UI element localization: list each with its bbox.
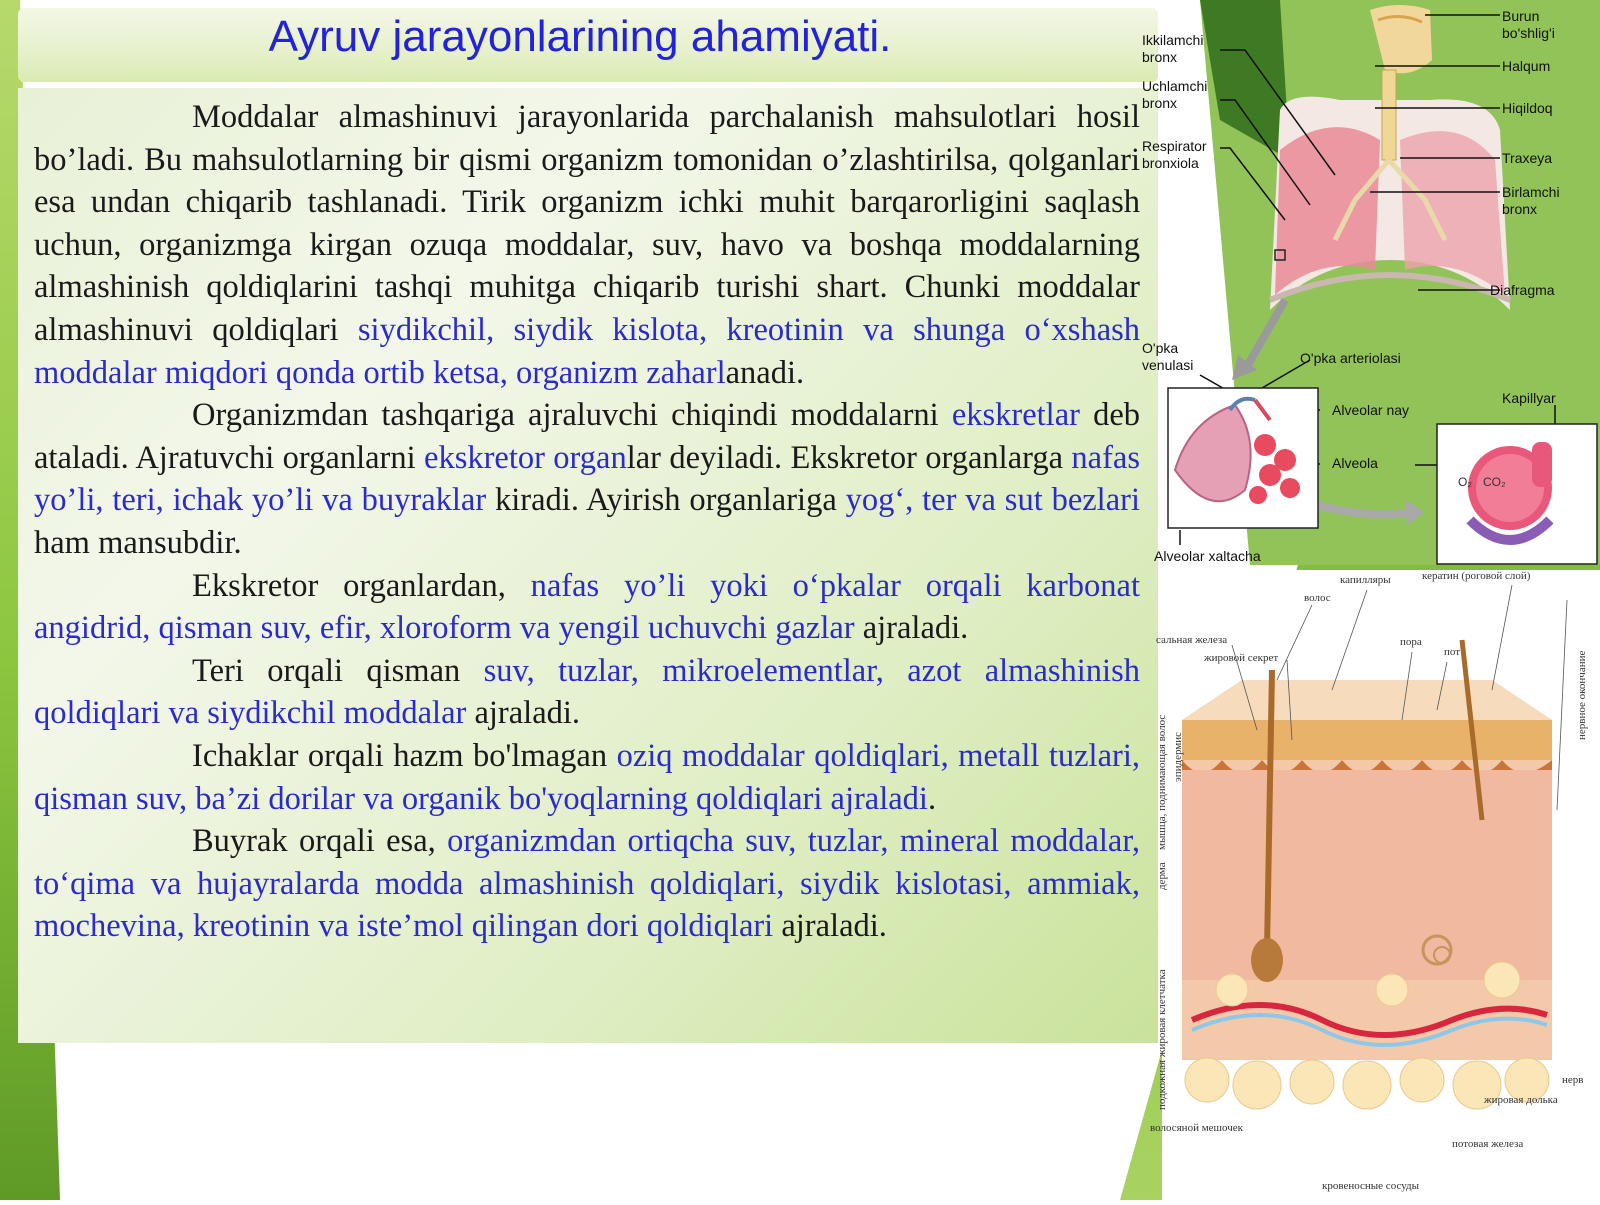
label-epidermis: эпидермис <box>1172 731 1184 782</box>
paragraph-text: ajraladi. <box>466 695 581 732</box>
paragraph-text: Moddalar almashinuvi jarayonlarida parchalanish mahsulotlari hosil bo’ladi. Bu mahsulotlarning bir qismi organizm tomonidan o’zlashtirilsa, qolganlari esa undan chiqarib tashlanadi. Tirik organizm ichki muhit barqarorligini saqlash uchun, organizmga kirgan ozuqa moddalar, suv, havo va boshqa moddalarning almashinish qoldiqlarini tashqi muhitga chiqarib turishi shart. Chunki moddalar almashinuvi qoldiqlari <box>34 99 1140 348</box>
label-uchlamchi-bronx: Uchlamchi bronx <box>1142 78 1208 111</box>
label-keratin: кератин (роговой слой) <box>1422 570 1531 582</box>
paragraph <box>34 650 1140 735</box>
paragraph-text: deb ataladi. Ajratuvchi organlarni <box>34 397 1140 476</box>
highlighted-text: oziq moddalar qoldiqlari, metall tuzlari, qisman suv, ba’zi dorilar va organik bo'yoqlarning qoldiqlari ajraladi <box>34 737 1140 817</box>
paragraph-text: ajraladi. <box>773 908 887 945</box>
label-alveolar-nay: Alveolar nay <box>1332 402 1410 418</box>
highlighted-text: suv, tuzlar, mikroelementlar, azot almashinish qoldiqlari va siydikchil moddalar <box>34 652 1140 732</box>
label-salnaya-zheleza: сальная железа <box>1156 634 1228 646</box>
label-pot: пот <box>1444 646 1461 658</box>
paragraph-text: ajraladi. <box>854 610 969 647</box>
label-myshtsa: мышца, поднимающая волос <box>1156 714 1168 850</box>
highlighted-text: yog‘, ter va sut bezlari <box>845 482 1140 519</box>
label-volosyanoy-meshochek: волосяной мешочек <box>1150 1122 1243 1134</box>
label-derma: дерма <box>1156 862 1168 890</box>
label-podkozhnaya: подкожная жировая клетчатка <box>1156 969 1168 1110</box>
paragraph-text: lar deyiladi. Ekskretor organlarga <box>626 439 1072 476</box>
label-halqum: Halqum <box>1502 58 1551 74</box>
label-nervnoe-okonchanie: нервное окончание <box>1576 650 1588 740</box>
label-potovaya-zheleza: потовая железа <box>1452 1138 1524 1150</box>
paragraph <box>34 394 1140 564</box>
paragraph-text: ham mansubdir. <box>34 524 242 561</box>
paragraph-text: anadi. <box>725 354 805 391</box>
paragraph-text: Teri orqali qisman <box>192 652 484 689</box>
label-nerv: нерв <box>1562 1074 1584 1086</box>
paragraph-text: kiradi. Ayirish organlariga <box>486 482 846 519</box>
label-opka-arteriolasi: O'pka arteriolasi <box>1300 350 1401 366</box>
highlighted-text: organizmdan ortiqcha suv, tuzlar, mineral moddalar, to‘qima va hujayralarda modda almashinish qoldiqlari, siydik kislotasi, ammiak, mochevina, kreotinin va iste’mol qilingan dori qoldiqlari <box>34 823 1140 945</box>
label-kapillyar: Kapillyar <box>1502 390 1556 406</box>
label-diafragma: Diafragma <box>1490 282 1555 298</box>
paragraph-text: Ichaklar orqali hazm bo'lmagan <box>192 737 617 774</box>
highlighted-text: ekskretlar <box>951 397 1080 434</box>
label-opka-venulasi: O'pka venulasi <box>1142 340 1194 373</box>
paragraph-text: Ekskretor organlardan, <box>192 567 531 604</box>
paragraph <box>34 565 1140 650</box>
paragraph <box>34 820 1140 948</box>
paragraph-text: Buyrak orqali esa, <box>192 823 448 860</box>
label-birlamchi-bronx: Birlamchi bronx <box>1502 184 1560 217</box>
label-kapillyary: капилляры <box>1340 574 1391 586</box>
label-burun-boshligi: Burun bo'shlig'i <box>1502 8 1555 41</box>
body-text <box>34 96 1140 948</box>
label-traxeya: Traxeya <box>1502 150 1553 166</box>
paragraph-text: . <box>927 780 937 817</box>
respiratory-system-figure <box>1142 0 1600 565</box>
label-zhirovaya-dolka: жировая долька <box>1484 1094 1558 1106</box>
label-zhirovoy-sekret: жировой секрет <box>1204 652 1279 664</box>
paragraph <box>34 96 1140 394</box>
label-gas-o2: O₂ <box>1458 475 1472 489</box>
label-pora: пора <box>1400 636 1422 648</box>
highlighted-text: nafas yo’li yoki o‘pkalar orqali karbonat angidrid, qisman suv, efir, xloroform va yengil uchuvchi gazlar <box>34 567 1140 647</box>
label-ikkilamchi-bronx: Ikkilamchi bronx <box>1142 32 1204 65</box>
paragraph <box>34 735 1140 820</box>
skin-structure-figure <box>1150 570 1600 1200</box>
label-respirator-bronxiola: Respirator bronxiola <box>1142 138 1207 171</box>
highlighted-text: siydikchil, siydik kislota, kreotinin va shunga o‘xshash moddalar miqdori qonda ortib ketsa, organizm zaharl <box>34 311 1141 391</box>
highlighted-text: nafas yo’li, teri, ichak yo’li va buyraklar <box>34 439 1140 519</box>
label-volos: волос <box>1304 592 1331 604</box>
label-krovenosnye-sosudy: кровеносные сосуды <box>1322 1180 1419 1192</box>
label-hiqildoq: Hiqildoq <box>1502 100 1553 116</box>
label-alveola: Alveola <box>1332 455 1378 471</box>
label-gas-co2: CO₂ <box>1483 475 1506 489</box>
paragraph-text: Organizmdan tashqariga ajraluvchi chiqindi moddalarni <box>192 397 952 434</box>
slide-title: Ayruv jarayonlarining ahamiyati. <box>268 12 892 61</box>
highlighted-text: ekskretor organ <box>424 439 627 476</box>
label-alveolar-xaltacha: Alveolar xaltacha <box>1154 548 1261 564</box>
